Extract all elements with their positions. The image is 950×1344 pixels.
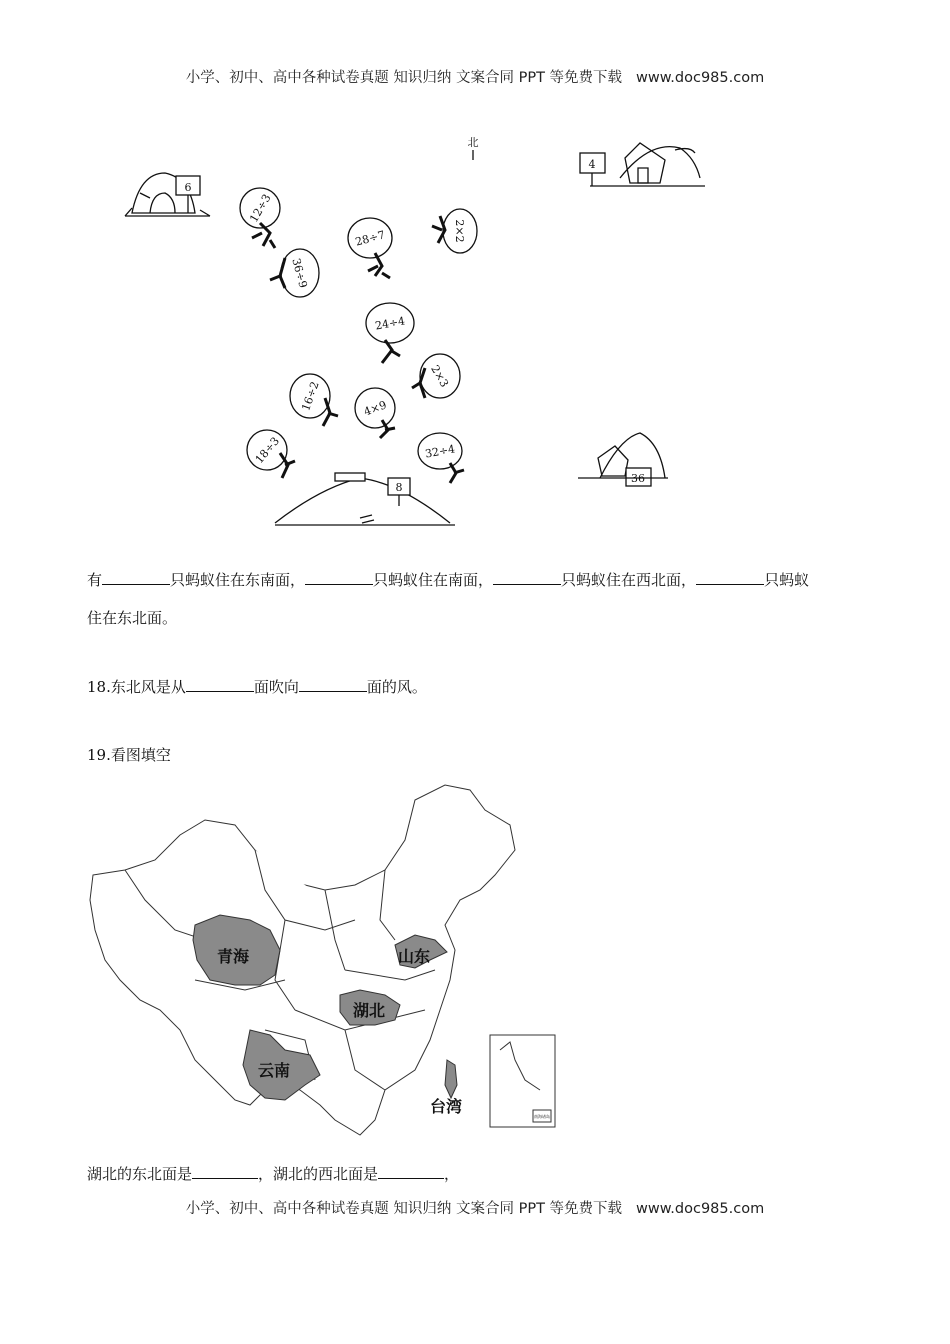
answer-blank[interactable] (378, 1164, 444, 1179)
bubble-label-10: 32÷4 (424, 442, 457, 461)
bubble-label-7: 16÷2 (299, 379, 322, 413)
bubble-label-3: 2×2 (453, 219, 466, 243)
answer-blank[interactable] (493, 570, 561, 585)
answer-blank[interactable] (192, 1164, 258, 1179)
header-url: www.doc985.com (636, 70, 765, 86)
bubble-label-2: 28÷7 (353, 228, 387, 249)
footer-url: www.doc985.com (636, 1201, 765, 1217)
answer-blank[interactable] (186, 677, 254, 692)
page-footer (0, 1197, 950, 1218)
ant-bubble-24div4 (366, 303, 414, 363)
answer-blank[interactable] (305, 570, 373, 585)
house-sign-ne: 4 (588, 158, 596, 171)
map-label-qinghai: 青海 (217, 947, 250, 966)
map-label-hubei: 湖北 (353, 1001, 386, 1020)
answer-blank[interactable] (696, 570, 764, 585)
house-south (275, 473, 455, 525)
q17-line2: 住在东北面。 (87, 609, 178, 627)
footer-text: 小学、初中、高中各种试卷真题 知识归纳 文案合同 PPT 等免费下载 (185, 1201, 623, 1217)
q19-fill: 湖北的东北面是 ，湖北的西北面是 ， (87, 1165, 460, 1183)
china-map (85, 780, 565, 1140)
page-header (0, 66, 950, 87)
header-text: 小学、初中、高中各种试卷真题 知识归纳 文案合同 PPT 等免费下载 (185, 70, 623, 86)
bubble-label-5: 24÷4 (374, 314, 407, 333)
house-sign-s: 8 (395, 481, 403, 494)
map-label-taiwan: 台湾 (430, 1097, 463, 1116)
map-label-yunnan: 云南 (258, 1061, 291, 1080)
bubble-label-8: 4×9 (362, 398, 389, 419)
ant-direction-figure (120, 128, 720, 533)
q17-line1: 有 只蚂蚁住在东南面， 只蚂蚁住在南面， 只蚂蚁住在西北面， 只蚂蚁 (87, 571, 810, 589)
bubble-label-1: 12÷3 (247, 191, 274, 225)
answer-blank[interactable] (102, 570, 170, 585)
map-label-shandong: 山东 (398, 947, 431, 966)
house-southeast (578, 433, 668, 486)
ant-bubble-28div7 (348, 218, 392, 278)
house-sign-nw: 6 (184, 181, 192, 194)
answer-blank[interactable] (299, 677, 367, 692)
province-taiwan (445, 1060, 457, 1098)
inset-label: 南海诸岛 (534, 1114, 550, 1119)
q18: 18.东北风是从 面吹向 面的风。 (87, 678, 427, 696)
house-sign-se: 36 (631, 472, 645, 485)
bubble-label-6: 2×3 (428, 362, 452, 390)
house-northeast (580, 143, 705, 186)
house-northwest (125, 173, 210, 216)
bubble-label-4: 36÷9 (289, 256, 310, 290)
north-label: 北 (467, 136, 479, 149)
bubble-label-9: 18÷3 (252, 434, 283, 467)
q19-title: 19.看图填空 (87, 746, 171, 764)
